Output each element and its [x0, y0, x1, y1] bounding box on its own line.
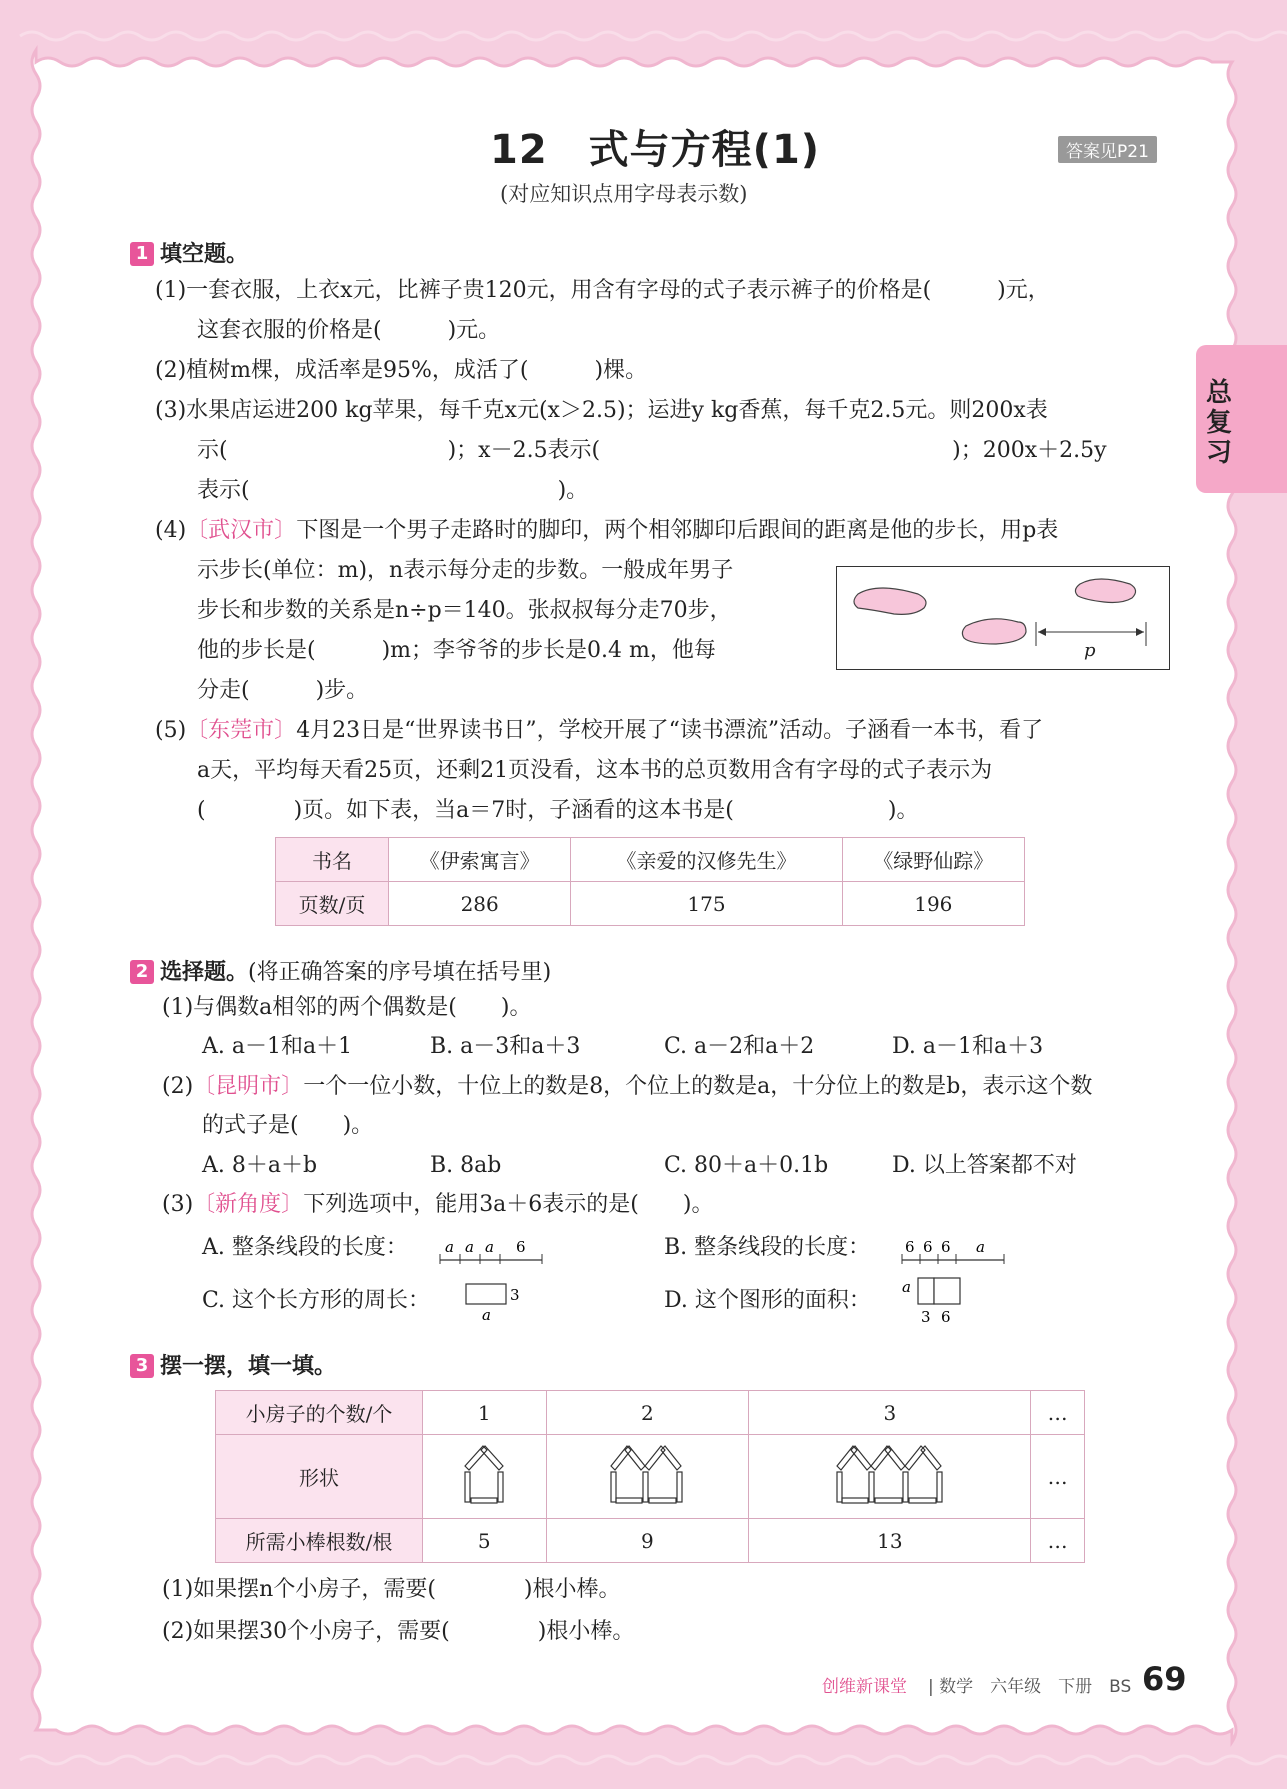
s3-q1: (1)如果摆n个小房子，需要( )根小棒。 — [162, 1577, 621, 1602]
book-pages-2: 175 — [571, 882, 842, 926]
s2-q3-text: 下列选项中，能用3a＋6表示的是( )。 — [303, 1192, 714, 1217]
house-table — [215, 1390, 1085, 1563]
s1-q1-line2: 这套衣服的价格是( )元。 — [197, 318, 501, 343]
footprint-figure — [836, 566, 1170, 670]
side-tab-label: 总复习 — [1206, 378, 1233, 468]
area-d-bottom-label-1: 3 — [921, 1308, 931, 1326]
house-table-label-shape: 形状 — [216, 1435, 423, 1519]
segment-figure-a — [438, 1232, 544, 1266]
s2-q2-line2: 的式子是( )。 — [202, 1113, 374, 1138]
seg-b-label-3: 6 — [941, 1238, 951, 1256]
s2-q2-number: (2) — [162, 1074, 194, 1099]
s1-q4-line2: 示步长(单位：m)，n表示每分走的步数。一般成年男子 — [197, 558, 734, 583]
section1-heading — [130, 237, 248, 268]
seg-a-label-4: 6 — [516, 1238, 526, 1256]
seg-b-label-1: 6 — [905, 1238, 915, 1256]
footer-brand: 创维新课堂 — [822, 1677, 907, 1697]
answer-reference-tag: 答案见P21 — [1058, 136, 1157, 163]
section2-heading — [130, 955, 551, 986]
area-d-side-label: a — [902, 1278, 911, 1296]
house-shape-icon-3 — [831, 1442, 949, 1506]
rect-c-side-label: 3 — [510, 1286, 520, 1304]
house-count-more: … — [1031, 1391, 1085, 1435]
s2-q3-option-d: D. 这个图形的面积： — [664, 1288, 871, 1313]
s1-q3-line1: (3)水果店运进200 kg苹果，每千克x元(x＞2.5)；运进y kg香蕉，每千克2.5元。则200x表 — [155, 398, 1048, 423]
s2-q2-option-c: C. 80＋a＋0.1b — [664, 1153, 829, 1178]
book-table-label-pages: 页数/页 — [276, 882, 389, 926]
s1-q4-text: 下图是一个男子走路时的脚印，两个相邻脚印后跟间的距离是他的步长，用p表 — [296, 518, 1059, 543]
section2-note: (将正确答案的序号填在括号里) — [248, 960, 552, 985]
s1-q5-number: (5) — [155, 718, 187, 743]
s2-q2-line1 — [162, 1072, 1092, 1102]
footprint-icon-2 — [1075, 579, 1135, 603]
section2-badge: 2 — [130, 960, 154, 984]
s2-q2-tag: 〔昆明市〕 — [193, 1074, 304, 1099]
house-shape-2 — [546, 1435, 749, 1519]
house-shape-1 — [423, 1435, 547, 1519]
s2-q1-option-b: B. a－3和a＋3 — [430, 1034, 581, 1059]
seg-a-label-1: a — [445, 1238, 454, 1256]
s2-q2-option-b: B. 8ab — [430, 1153, 502, 1178]
section3-heading — [130, 1349, 336, 1380]
seg-a-label-2: a — [465, 1238, 474, 1256]
s1-q5-line2: a天，平均每天看25页，还剩21页没看，这本书的总页数用含有字母的式子表示为 — [197, 758, 993, 783]
area-figure-d — [900, 1274, 966, 1326]
s1-q3-line2: 示( )；x－2.5表示( )；200x＋2.5y — [197, 438, 1107, 463]
section2-title: 选择题。 — [160, 960, 249, 985]
section1-badge: 1 — [130, 242, 154, 266]
s1-q5-line3: ( )页。如下表，当a＝7时，子涵看的这本书是( )。 — [197, 798, 919, 823]
book-pages-1: 286 — [389, 882, 571, 926]
s1-q5-line1 — [155, 716, 1043, 746]
seg-b-label-4: a — [976, 1238, 985, 1256]
house-count-1: 1 — [423, 1391, 547, 1435]
s2-q3-line1 — [162, 1190, 713, 1220]
house-table-label-sticks: 所需小棒根数/根 — [216, 1519, 423, 1563]
s1-q2: (2)植树m棵，成活率是95%，成活了( )棵。 — [155, 358, 648, 383]
house-shape-icon-2 — [605, 1442, 689, 1506]
book-name-2: 《亲爱的汉修先生》 — [571, 838, 842, 882]
house-sticks-2: 9 — [546, 1519, 749, 1563]
s2-q2-text: 一个一位小数，十位上的数是8，个位上的数是a，十分位上的数是b，表示这个数 — [303, 1074, 1093, 1099]
s2-q3-option-b: B. 整条线段的长度： — [664, 1235, 871, 1260]
s2-q1-option-d: D. a－1和a＋3 — [892, 1034, 1044, 1059]
s1-q5-text: 4月23日是“世界读书日”，学校开展了“读书漂流”活动。子涵看一本书，看了 — [296, 718, 1044, 743]
house-sticks-more: … — [1031, 1519, 1085, 1563]
s2-q3-number: (3) — [162, 1192, 194, 1217]
book-name-1: 《伊索寓言》 — [389, 838, 571, 882]
area-d-bottom-label-2: 6 — [941, 1308, 951, 1326]
s1-q4-tag: 〔武汉市〕 — [186, 518, 297, 543]
step-length-label: p — [1084, 640, 1096, 661]
s3-q2: (2)如果摆30个小房子，需要( )根小棒。 — [162, 1619, 635, 1644]
s1-q4-line3: 步长和步数的关系是n÷p＝140。张叔叔每分走70步， — [197, 598, 732, 623]
s2-q3-tag: 〔新角度〕 — [193, 1192, 304, 1217]
rectangle-figure-c — [462, 1280, 522, 1324]
book-name-3: 《绿野仙踪》 — [842, 838, 1024, 882]
s1-q5-tag: 〔东莞市〕 — [186, 718, 297, 743]
s1-q4-line4: 他的步长是( )m；李爷爷的步长是0.4 m，他每 — [197, 638, 716, 663]
rect-c-bottom-label: a — [482, 1306, 491, 1324]
s2-q2-option-d: D. 以上答案都不对 — [892, 1153, 1077, 1178]
s2-q3-option-c: C. 这个长方形的周长： — [202, 1288, 431, 1313]
footer-book-info: | 数学 六年级 下册 BS — [928, 1677, 1132, 1697]
book-table-label-name: 书名 — [276, 838, 389, 882]
seg-b-label-2: 6 — [923, 1238, 933, 1256]
house-sticks-1: 5 — [423, 1519, 547, 1563]
s1-q4-line5: 分走( )步。 — [197, 678, 369, 703]
section3-badge: 3 — [130, 1354, 154, 1378]
s2-q3-option-a: A. 整条线段的长度： — [202, 1235, 408, 1260]
s1-q1-line1: (1)一套衣服，上衣x元，比裤子贵120元，用含有字母的式子表示裤子的价格是( )元， — [155, 278, 1050, 303]
house-shape-3 — [749, 1435, 1031, 1519]
house-shape-more: … — [1031, 1435, 1085, 1519]
book-pages-3: 196 — [842, 882, 1024, 926]
s2-q1: (1)与偶数a相邻的两个偶数是( )。 — [162, 995, 532, 1020]
page-subtitle: (对应知识点用字母表示数) — [500, 182, 748, 206]
s2-q1-option-a: A. a－1和a＋1 — [202, 1034, 353, 1059]
page-title: 12 式与方程(1) — [490, 127, 821, 173]
s2-q2-option-a: A. 8＋a＋b — [202, 1153, 318, 1178]
s1-q4-number: (4) — [155, 518, 187, 543]
book-table — [275, 837, 1025, 926]
s2-q1-option-c: C. a－2和a＋2 — [664, 1034, 815, 1059]
house-count-3: 3 — [749, 1391, 1031, 1435]
house-table-label-count: 小房子的个数/个 — [216, 1391, 423, 1435]
s1-q3-line3: 表示( )。 — [197, 478, 589, 503]
section1-title: 填空题。 — [160, 242, 249, 267]
section3-title: 摆一摆，填一填。 — [160, 1354, 337, 1379]
house-count-2: 2 — [546, 1391, 749, 1435]
page-number: 69 — [1142, 1660, 1187, 1698]
house-shape-icon-1 — [459, 1442, 509, 1506]
seg-a-label-3: a — [485, 1238, 494, 1256]
house-sticks-3: 13 — [749, 1519, 1031, 1563]
s1-q4-line1 — [155, 516, 1058, 546]
segment-figure-b — [900, 1232, 1006, 1266]
